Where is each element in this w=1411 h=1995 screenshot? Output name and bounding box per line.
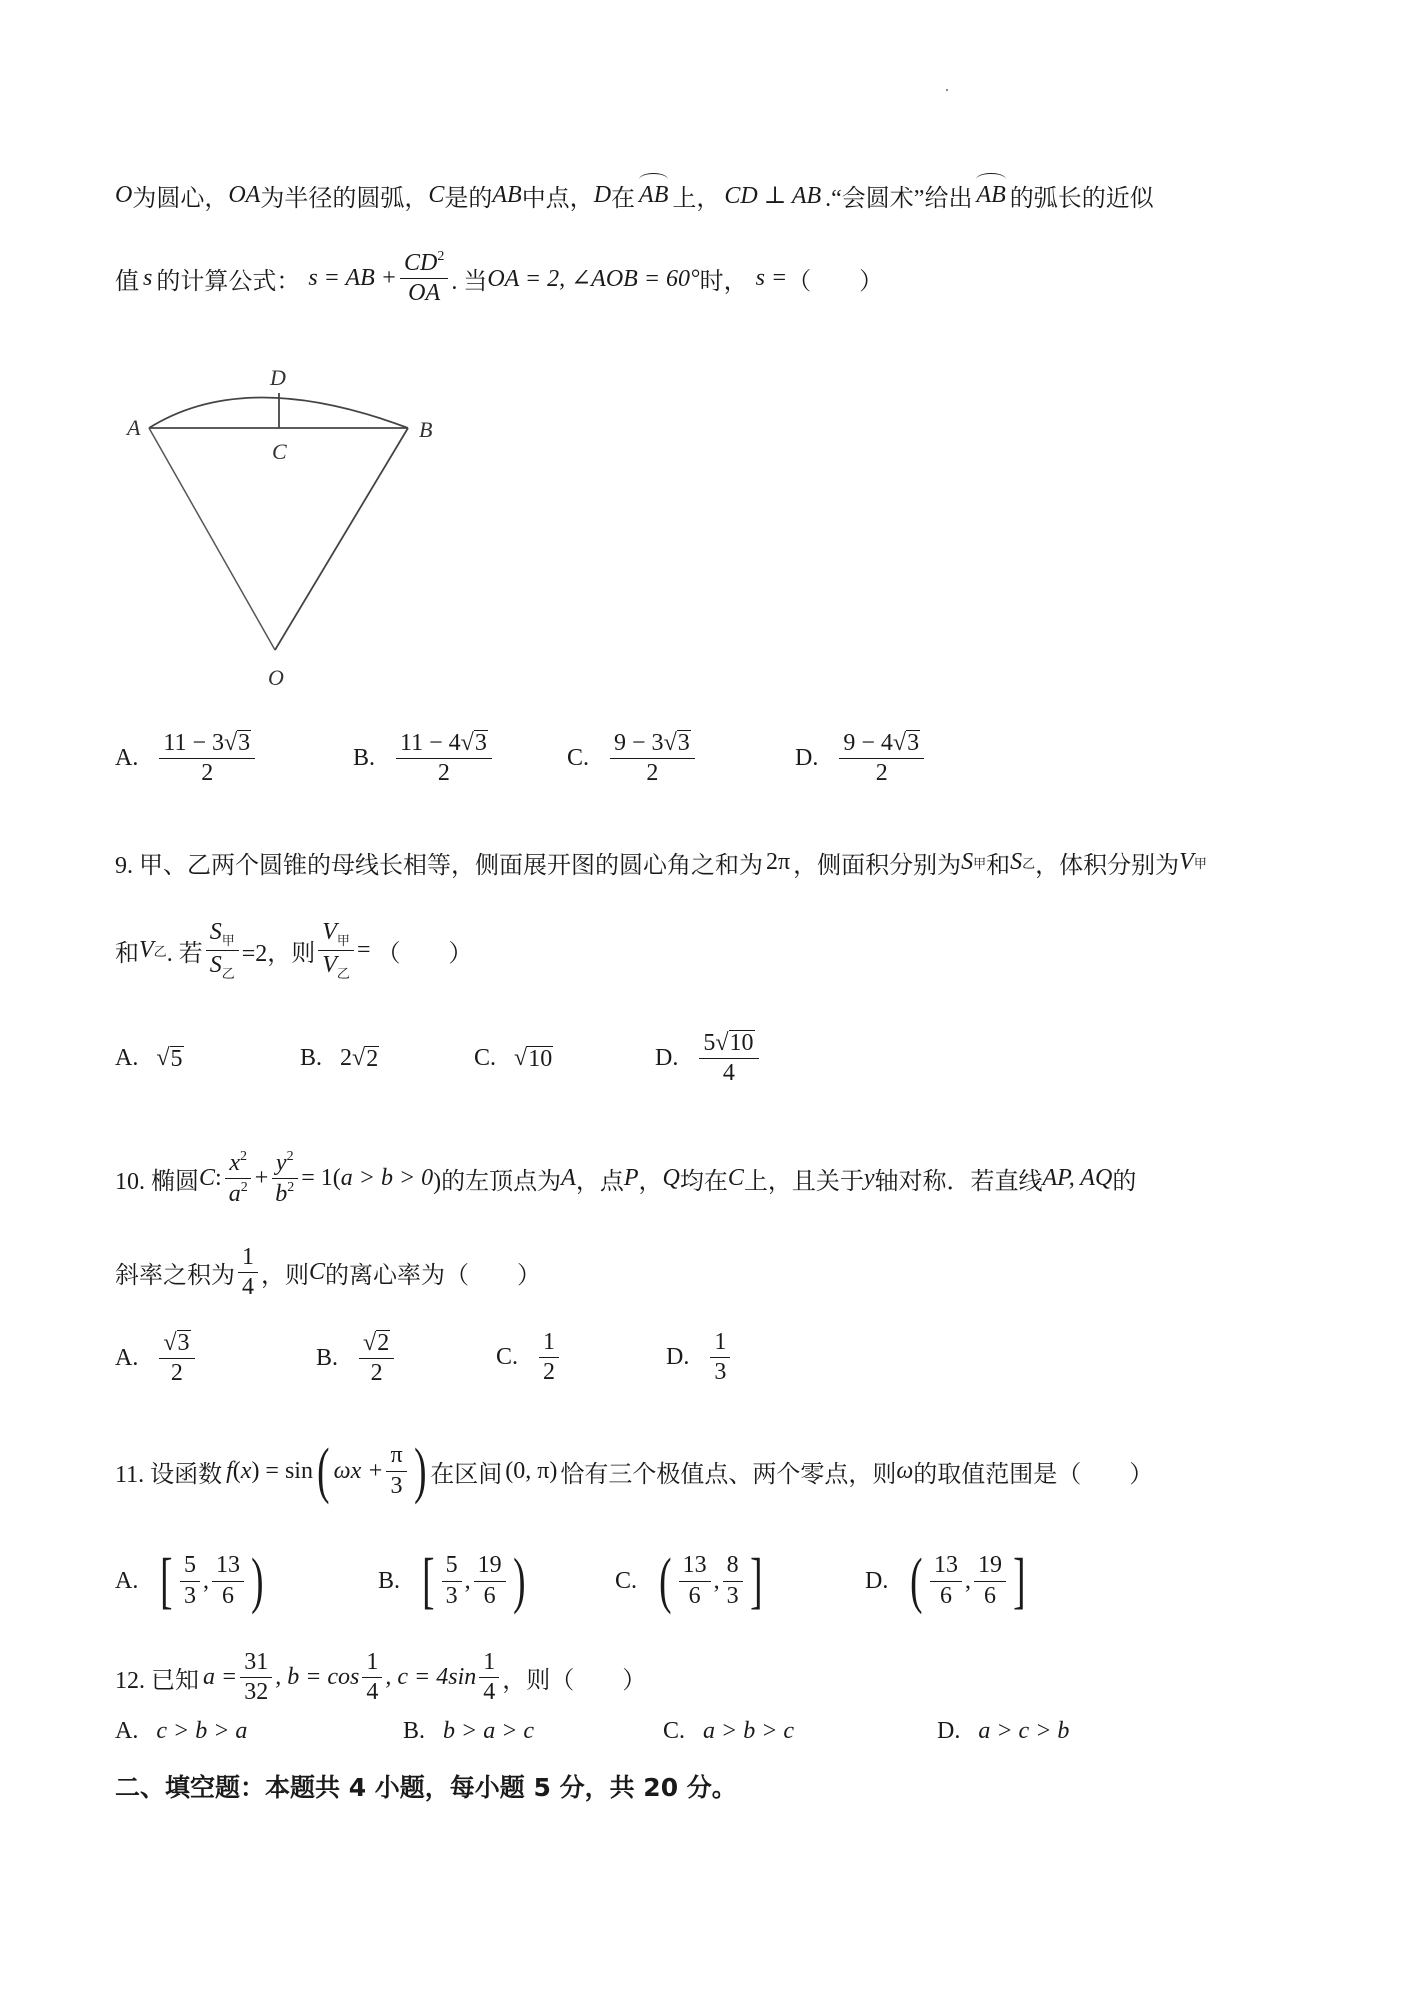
q9-text-line2 <box>115 920 472 980</box>
math-condition: a > b > 0 <box>340 1165 434 1192</box>
q12-text <box>115 1650 646 1705</box>
q9-option-b[interactable] <box>300 1045 379 1072</box>
math-2pi: 2π <box>766 849 791 875</box>
math-f: f <box>226 1457 233 1484</box>
denominator: 3 <box>445 1582 458 1609</box>
q8-option-a[interactable] <box>115 730 258 786</box>
close-bracket: ] <box>749 1547 763 1615</box>
text: ，侧面积分别为 <box>793 853 962 879</box>
arc-AB: AB <box>639 182 669 208</box>
math-x: x <box>229 1150 241 1176</box>
text: ， <box>638 1169 663 1196</box>
math-s: s <box>143 264 153 291</box>
subscript-yi: 乙 <box>221 965 235 981</box>
math-C: C <box>199 1165 216 1192</box>
subscript-jia: 甲 <box>973 856 987 871</box>
option-label: C. <box>567 744 590 771</box>
text: 和 <box>115 940 139 967</box>
formula-s: s = AB + <box>308 264 397 291</box>
q9-text-line1 <box>115 845 1207 880</box>
math-S: S <box>209 951 222 978</box>
fraction <box>539 1330 559 1385</box>
exponent: 2 <box>240 1180 248 1196</box>
numerator: 1 <box>479 1650 499 1678</box>
denominator: 3 <box>184 1582 196 1609</box>
radicand: 3 <box>474 730 487 756</box>
numerator: 8 <box>723 1553 743 1581</box>
open-bracket: [ <box>160 1547 173 1615</box>
q12-option-a[interactable] <box>115 1718 247 1745</box>
text: .“会圆术”给出 <box>825 186 973 212</box>
section-heading-fill-in: 二、填空题：本题共 4 小题，每小题 5 分，共 20 分。 <box>115 1773 737 1802</box>
option-label: B. <box>403 1718 426 1744</box>
label-D: D <box>270 365 286 390</box>
math-a-eq: a = <box>203 1664 238 1691</box>
option-expression: a > b > c <box>703 1718 795 1744</box>
math-V: V <box>322 951 337 978</box>
text: 的离心率为（ ） <box>325 1263 542 1290</box>
numerator: 31 <box>240 1650 272 1678</box>
numerator: CD <box>403 250 438 276</box>
denominator: 4 <box>242 1274 254 1301</box>
fraction <box>974 1553 1006 1608</box>
denominator: 2 <box>201 760 214 787</box>
fraction-1-4 <box>238 1245 258 1300</box>
fraction <box>839 730 924 786</box>
option-label: A. <box>115 744 139 771</box>
q8-text-line2 <box>115 250 883 306</box>
fraction <box>396 730 492 786</box>
coefficient: 5 <box>703 1030 716 1056</box>
option-expression: b > a > c <box>443 1718 535 1744</box>
option-label: C. <box>663 1718 686 1744</box>
fraction <box>699 1030 758 1086</box>
q12-option-d[interactable] <box>937 1718 1069 1745</box>
q9-option-a[interactable] <box>115 1045 184 1072</box>
q11-option-c[interactable]: C. ( $\frac{13}{6}$ , $\frac{8}{3}$ ] <box>615 1547 763 1615</box>
open-bracket: ( <box>659 1547 672 1615</box>
numerator-int: 9 − 3 <box>614 730 664 756</box>
text: 时， <box>699 268 748 295</box>
option-label: D. <box>795 744 819 771</box>
math-b: b <box>275 1181 288 1208</box>
denominator: 4 <box>366 1679 379 1706</box>
sqrt: √ 3 <box>163 1330 190 1356</box>
text: ，体积分别为 <box>1035 853 1180 879</box>
option-expression: c > b > a <box>156 1718 248 1744</box>
numerator: 19 <box>974 1553 1006 1581</box>
denominator: OA <box>408 280 441 307</box>
q11-option-d[interactable]: D. ( $\frac{13}{6}$ , $\frac{19}{6}$ ] <box>865 1547 1026 1615</box>
denominator: 6 <box>688 1582 701 1609</box>
fraction-1-4 <box>479 1650 499 1705</box>
math-V: V <box>139 936 154 963</box>
sqrt: √ 3 <box>460 730 487 756</box>
fraction <box>442 1553 462 1608</box>
text: )的左顶点为 <box>433 1169 562 1196</box>
math-y: y <box>863 1165 875 1192</box>
denominator: 4 <box>483 1679 496 1706</box>
math-P: P <box>623 1165 639 1192</box>
math-CD-perp-AB: CD ⊥ AB <box>724 183 822 209</box>
exponent: 2 <box>240 1149 248 1164</box>
fraction <box>159 730 255 786</box>
fraction-1-4 <box>362 1650 382 1705</box>
numerator: 1 <box>362 1650 382 1678</box>
radicand: 10 <box>729 1030 754 1056</box>
math-s-eq: s = <box>755 264 788 291</box>
subscript-jia: 甲 <box>336 933 350 948</box>
left-paren: ( <box>317 1437 330 1505</box>
q10-option-d[interactable] <box>666 1330 733 1385</box>
numerator-int: 11 − 3 <box>163 730 224 756</box>
text: 为半径的圆弧， <box>260 186 429 212</box>
fraction-x2-a2 <box>225 1150 252 1207</box>
option-label: C. <box>615 1567 638 1594</box>
fraction <box>710 1330 730 1385</box>
label-B: B <box>419 417 433 442</box>
option-label: C. <box>496 1344 519 1371</box>
sqrt: √ 3 <box>892 730 920 756</box>
denominator: 2 <box>543 1359 556 1386</box>
fraction <box>930 1553 962 1608</box>
q8-text-line1 <box>115 178 1154 213</box>
math-O: O <box>115 182 133 208</box>
option-label: D. <box>937 1718 961 1744</box>
subscript-jia: 甲 <box>1193 856 1207 871</box>
denominator: 2 <box>875 760 888 787</box>
radicand: 10 <box>528 1045 553 1072</box>
option-label: D. <box>865 1567 889 1594</box>
q11-text <box>115 1437 1154 1505</box>
exponent: 2 <box>286 1149 294 1164</box>
fraction <box>610 730 695 786</box>
subscript-yi: 乙 <box>153 943 167 959</box>
sqrt: √ 10 <box>715 1030 754 1056</box>
q10-option-b[interactable] <box>316 1330 397 1386</box>
text: 上， <box>672 186 721 212</box>
numerator: 13 <box>930 1553 962 1581</box>
numerator: 13 <box>212 1553 244 1581</box>
math-D: D <box>593 182 612 208</box>
fraction <box>679 1553 711 1608</box>
text: ，点 <box>575 1169 624 1196</box>
option-label: A. <box>115 1718 139 1744</box>
q10-text-line2 <box>115 1245 541 1300</box>
fraction-CD2-over-OA <box>400 250 448 306</box>
math-c-eq: , c = 4sin <box>385 1664 477 1691</box>
text: 9. 甲、乙两个圆锥的母线长相等，侧面展开图的圆心角之和为 <box>115 853 763 879</box>
sqrt: √ 3 <box>224 730 251 756</box>
option-label: B. <box>316 1344 339 1371</box>
fraction-y2-b2 <box>271 1150 298 1207</box>
text: =2，则 <box>241 940 316 967</box>
option-label: C. <box>474 1045 497 1071</box>
radicand: 3 <box>677 730 690 756</box>
text: . 当 <box>451 268 488 295</box>
exponent: 2 <box>287 1180 295 1196</box>
text: = 1( <box>301 1165 341 1192</box>
q11-option-b[interactable]: B. [ $\frac{5}{3}$ , $\frac{19}{6}$ ) <box>378 1547 526 1615</box>
option-label: D. <box>655 1044 679 1071</box>
denominator: 3 <box>726 1582 739 1609</box>
option-label: A. <box>115 1045 139 1071</box>
subscript-yi: 乙 <box>1022 856 1036 871</box>
q8-option-b[interactable] <box>353 730 495 786</box>
text: 是的 <box>444 186 493 212</box>
text: 均在 <box>679 1169 728 1196</box>
denominator: 3 <box>390 1472 403 1499</box>
option-label: B. <box>353 744 376 771</box>
subscript-jia: 甲 <box>221 933 235 948</box>
sqrt: √ 3 <box>663 730 690 756</box>
option-label: B. <box>300 1045 323 1071</box>
text: 的取值范围是（ ） <box>913 1461 1154 1488</box>
fraction <box>359 1330 394 1386</box>
sector-diagram <box>115 355 465 695</box>
math-Q: Q <box>662 1165 680 1192</box>
denominator: 2 <box>370 1360 383 1387</box>
text: 恰有三个极值点、两个零点，则 <box>560 1461 897 1488</box>
text: 值 <box>115 268 139 295</box>
text: 斜率之积为 <box>115 1263 235 1290</box>
paren: ( <box>232 1457 241 1484</box>
subscript-yi: 乙 <box>336 965 350 981</box>
math-OA: OA <box>228 182 261 208</box>
numerator: 1 <box>710 1330 730 1358</box>
math-C: C <box>727 1165 744 1192</box>
sector-figure <box>115 355 465 695</box>
denominator: 2 <box>646 760 659 787</box>
math-C: C <box>309 1259 326 1286</box>
text: 的计算公式： <box>156 268 301 295</box>
numerator: 1 <box>238 1245 258 1273</box>
label-A: A <box>127 415 141 440</box>
numerator-int: 9 − 4 <box>843 730 893 756</box>
fraction-S-ratio <box>206 920 239 980</box>
q10-option-c[interactable] <box>496 1330 562 1385</box>
text: ，则 <box>261 1263 309 1290</box>
coefficient: 2 <box>340 1045 353 1071</box>
numerator: π <box>386 1443 406 1471</box>
math-y: y <box>275 1150 287 1176</box>
text: 的 <box>1112 1169 1137 1196</box>
option-label: A. <box>115 1344 139 1371</box>
denominator: 6 <box>222 1582 234 1609</box>
text: = <box>356 936 371 963</box>
sqrt: √ 2 <box>363 1330 390 1356</box>
fraction <box>159 1330 194 1386</box>
colon: : <box>215 1165 222 1192</box>
answer-blank: （ ） <box>787 268 884 295</box>
math-condition: OA = 2, ∠AOB = 60° <box>487 265 700 292</box>
denominator: 32 <box>244 1679 269 1706</box>
option-label: A. <box>115 1567 139 1594</box>
math-omega: ω <box>896 1457 914 1484</box>
text: 轴对称．若直线 <box>874 1169 1043 1196</box>
text: 中点， <box>521 186 594 212</box>
q9-option-d[interactable] <box>655 1030 762 1086</box>
text: . 若 <box>166 940 203 967</box>
fraction-V-ratio <box>318 920 354 980</box>
option-label: B. <box>378 1567 401 1594</box>
denominator: 2 <box>437 760 450 787</box>
open-bracket: [ <box>422 1547 435 1615</box>
math-a: a <box>228 1181 241 1208</box>
q12-option-c[interactable] <box>663 1718 794 1745</box>
text: 上，且关于 <box>743 1169 864 1196</box>
close-bracket: ] <box>1013 1547 1026 1615</box>
right-paren: ) <box>413 1437 427 1505</box>
fraction <box>180 1553 200 1608</box>
label-O: O <box>268 665 284 690</box>
denominator: 2 <box>170 1360 183 1387</box>
math-V: V <box>1179 849 1194 875</box>
denominator: 4 <box>722 1060 735 1087</box>
math-V: V <box>322 919 337 945</box>
option-expression: a > c > b <box>978 1718 1070 1744</box>
denominator: 6 <box>984 1582 996 1609</box>
fraction-pi-3 <box>386 1443 406 1498</box>
text: 10. 椭圆 <box>115 1169 199 1196</box>
text: 11. 设函数 <box>115 1461 223 1488</box>
q8-option-d[interactable] <box>795 730 927 786</box>
radicand: 2 <box>377 1330 390 1356</box>
text: 为圆心， <box>132 186 229 212</box>
option-label: D. <box>666 1344 690 1371</box>
radicand: 3 <box>238 730 251 756</box>
numerator-int: 11 − 4 <box>400 730 461 756</box>
open-bracket: ( <box>910 1547 923 1615</box>
radicand: 2 <box>366 1045 379 1072</box>
q8-option-c[interactable] <box>567 730 698 786</box>
text: 在区间 <box>430 1461 503 1488</box>
numerator: 13 <box>679 1553 711 1581</box>
math-x: x <box>240 1457 252 1484</box>
close-bracket: ) <box>512 1547 526 1615</box>
numerator: 5 <box>180 1553 200 1581</box>
q9-option-c[interactable] <box>474 1045 553 1072</box>
math-S: S <box>209 919 222 945</box>
denominator: 6 <box>483 1582 496 1609</box>
numerator: 5 <box>442 1553 462 1581</box>
math-S: S <box>961 849 974 875</box>
numerator: 1 <box>539 1330 559 1358</box>
label-C: C <box>272 439 287 464</box>
radicand: 3 <box>907 730 920 756</box>
sqrt: √ 2 <box>352 1045 379 1072</box>
fraction-31-32 <box>240 1650 272 1705</box>
radicand: 5 <box>170 1045 183 1072</box>
answer-blank: （ ） <box>376 940 473 967</box>
text: 12. 已知 <box>115 1668 199 1695</box>
text: ) = sin <box>251 1457 313 1484</box>
plus: + <box>254 1165 269 1192</box>
text: 在 <box>611 186 636 212</box>
fraction <box>212 1553 244 1608</box>
math-AB: AB <box>492 182 522 208</box>
stray-mark <box>946 89 948 91</box>
math-omega-x: ωx + <box>333 1457 384 1484</box>
text: 的弧长的近似 <box>1009 186 1154 212</box>
q10-option-a[interactable] <box>115 1330 198 1386</box>
denominator: 3 <box>714 1359 727 1386</box>
exponent: 2 <box>437 249 445 264</box>
math-S: S <box>1010 849 1023 875</box>
radicand: 3 <box>177 1330 190 1356</box>
math-C: C <box>428 182 445 208</box>
fraction <box>474 1553 506 1608</box>
math-interval: (0, π) <box>505 1457 558 1484</box>
fraction <box>723 1553 743 1608</box>
numerator: 19 <box>474 1553 506 1581</box>
text: ，则（ ） <box>502 1668 647 1695</box>
sqrt: √ 5 <box>156 1045 183 1072</box>
q11-option-a[interactable]: A. [ $\frac{5}{3}$ , $\frac{13}{6}$ ) <box>115 1547 264 1615</box>
math-AP-AQ: AP, AQ <box>1042 1165 1113 1192</box>
arc-AB: AB <box>976 182 1006 208</box>
math-b-eq: , b = cos <box>275 1664 360 1691</box>
denominator: 6 <box>940 1582 952 1609</box>
q12-option-b[interactable] <box>403 1718 534 1745</box>
math-A: A <box>561 1165 576 1192</box>
sqrt: √ 10 <box>514 1045 553 1072</box>
close-bracket: ) <box>251 1547 264 1615</box>
text: 和 <box>986 853 1011 879</box>
q10-text-line1 <box>115 1150 1136 1207</box>
